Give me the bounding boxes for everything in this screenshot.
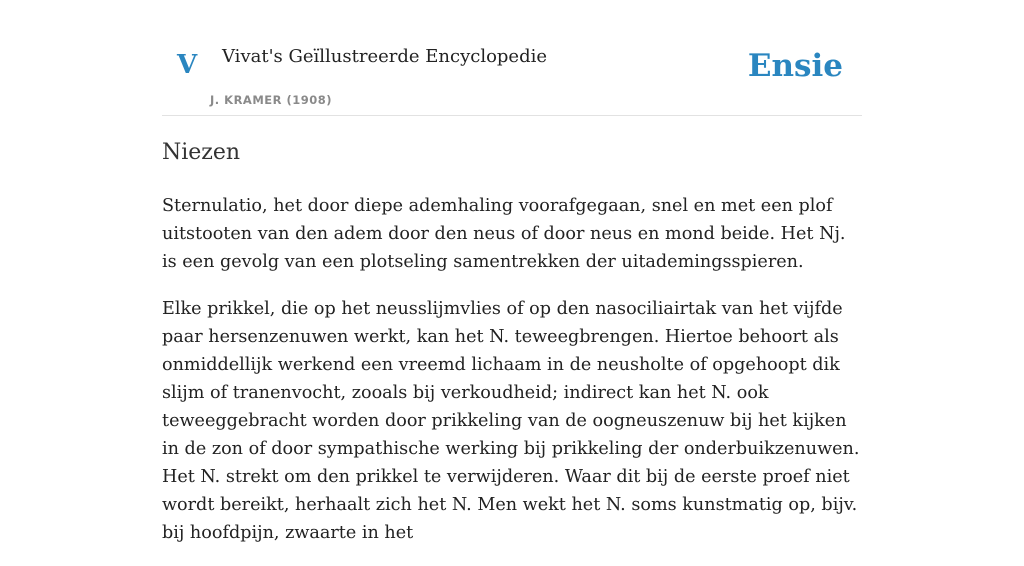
ensie-logo[interactable]: Ensie xyxy=(747,48,843,84)
book-logo[interactable]: V xyxy=(177,50,198,80)
entry-body xyxy=(162,192,862,566)
book-title-link[interactable]: Vivat's Geïllustreerde Encyclopedie xyxy=(222,46,548,67)
entry-title: Niezen xyxy=(162,140,241,165)
site-header xyxy=(162,0,862,116)
book-author: J. KRAMER (1908) xyxy=(210,93,332,107)
entry-paragraph: Elke prikkel, die op het neusslijmvlies of op den nasociliairtak van het vijfde paar hersenzenuwen werkt, kan het N. teweegbrengen. Hiertoe behoort als onmiddellijk werkend een vreemd lichaam in de neusholte of opgehoopt dik slijm of tranenvocht, zooals bij verkoudheid; indirect kan het N. ook teweeggebracht worden door prikkeling van de oogneuszenuw bij het kijken in de zon of door sympathische werking bij prikkeling der onderbuikzenuwen. Het N. strekt om den prikkel te verwijderen. Waar dit bij de eerste proef niet wordt bereikt, herhaalt zich het N. Men wekt het N. soms kunstmatig op, bijv. bij hoofdpijn, zwaarte in het xyxy=(162,299,860,543)
entry-paragraph: Sternulatio, het door diepe ademhaling voorafgegaan, snel en met een plof uitstooten van den adem door den neus of door neus en mond beide. Het Nj. is een gevolg van een plotseling samentrekken der uitademingsspieren. xyxy=(162,196,846,272)
